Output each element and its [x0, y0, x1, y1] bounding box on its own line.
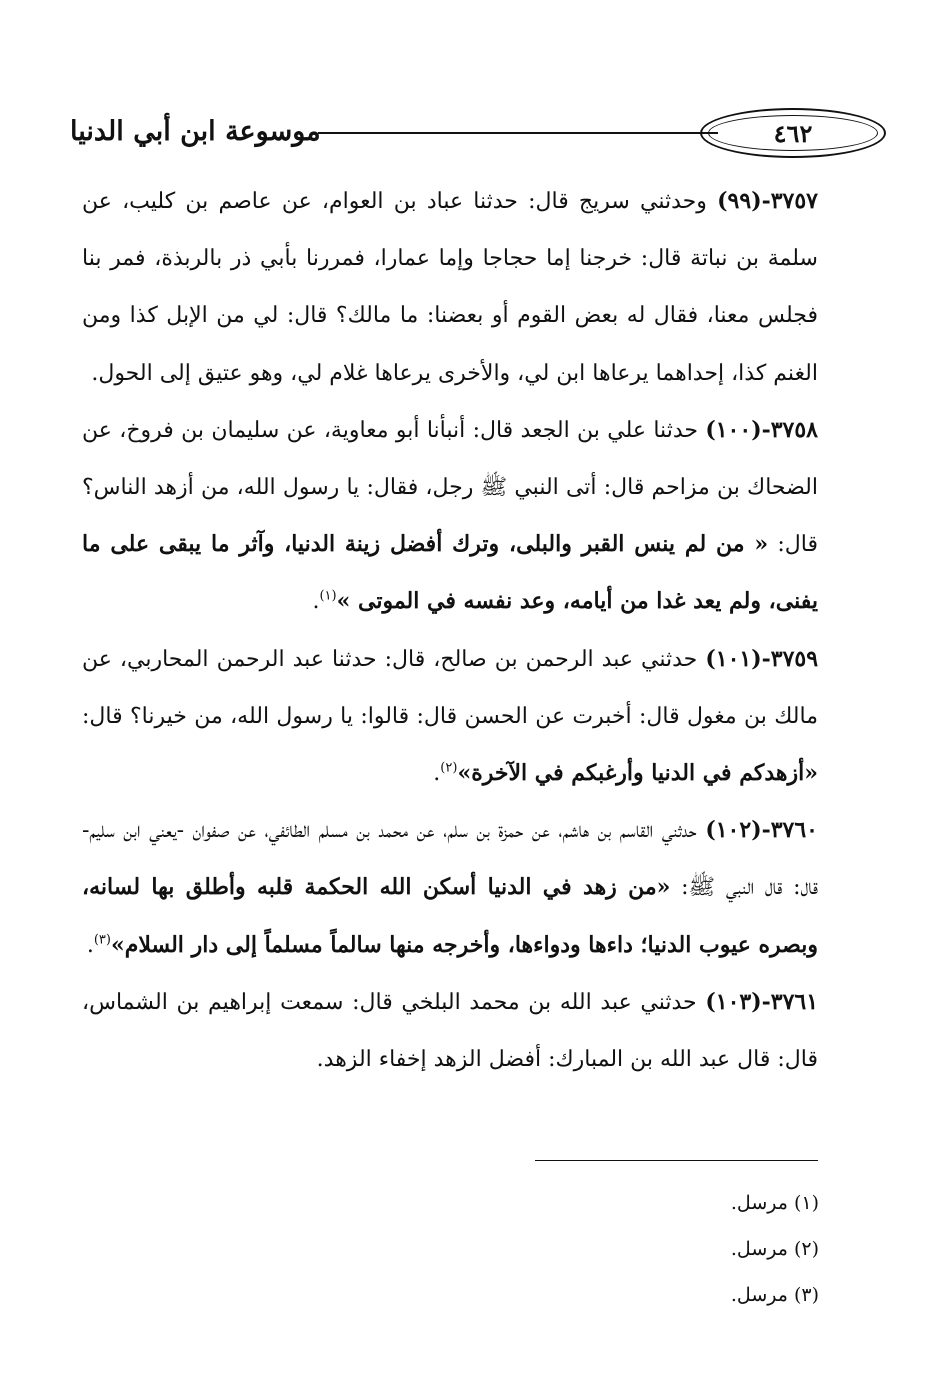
- hadith-quote: «من زهد في الدنيا أسكن الله الحكمة قلبه وأطلق بها لسانه، وبصره عيوب الدنيا؛ داءها ودواءها، وأخرجه منها سالماً مسلماً إلى دار السلام»: [82, 874, 818, 958]
- hadith-paragraph: [82, 802, 818, 974]
- hadith-paragraph: [82, 631, 818, 803]
- hadith-paragraph: [82, 402, 818, 631]
- hadith-number: ٣٧٦٠-(١٠٢): [705, 817, 818, 844]
- hadith-paragraph: [82, 974, 818, 1088]
- hadith-quote: «أزهدكم في الدنيا وأرغبكم في الآخرة»: [457, 760, 818, 787]
- header-rule: [318, 132, 718, 134]
- footnote: (٢) مرسل.: [730, 1238, 819, 1260]
- page-number-badge: [700, 108, 886, 158]
- footnote: (٣) مرسل.: [730, 1284, 819, 1306]
- hadith-text: حدثني عبد الله بن محمد البلخي قال: سمعت إبراهيم بن الشماس، قال: قال عبد الله بن المبارك: أفضل الزهد إخفاء الزهد.: [82, 989, 818, 1073]
- footnotes: [419, 1180, 819, 1318]
- hadith-paragraph: [82, 173, 818, 402]
- hadith-text: حدثنا علي بن الجعد قال: أنبأنا أبو معاوية، عن سليمان بن فروخ، عن الضحاك بن مزاحم قال: أتى النبي ﷺ رجل، فقال: يا رسول الله، من أزهد الناس؟ قال:: [82, 417, 818, 558]
- page-number-badge-inner: [708, 115, 878, 151]
- hadith-number: ٣٧٥٩-(١٠١): [705, 645, 819, 672]
- footnote-ref: (٢): [440, 760, 458, 776]
- footnote-ref: (١): [319, 589, 337, 605]
- footnote: (١) مرسل.: [730, 1192, 819, 1214]
- page-number: ٤٦٢: [773, 118, 813, 148]
- hadith-tail: .: [86, 932, 94, 958]
- hadith-text: وحدثني سريج قال: حدثنا عباد بن العوام، عن عاصم بن كليب، عن سلمة بن نباتة قال: خرجنا إما حجاجا وإما عمارا، فمررنا بأبي ذر بالربذة، فمر بنا فجلس معنا، فقال له بعض القوم أو بعضنا: ما مالك؟ قال: لي من الإبل كذا ومن الغنم كذا، إحداهما يرعاها ابن لي، والأخرى يرعاها غلام لي، وهو عتيق إلى الحول.: [82, 189, 818, 386]
- hadith-number: ٣٧٦١-(١٠٣): [705, 988, 819, 1015]
- hadith-text: حدثني عبد الرحمن بن صالح، قال: حدثنا عبد الرحمن المحاربي، عن مالك بن مغول قال: أخبرت عن الحسن قال: قالوا: يا رسول الله، من خيرنا؟ قال:: [82, 646, 818, 729]
- main-text: [82, 173, 818, 1088]
- page-header: [70, 98, 830, 170]
- hadith-number: ٣٧٥٧-(٩٩): [717, 188, 818, 214]
- footnote-divider: [535, 1160, 818, 1161]
- hadith-text: حدثني القاسم بن هاشم، عن حمزة بن سلم، عن محمد بن مسلم الطائفي، عن صفوان -يعني ابن سليم- قال: قال النبي ﷺ:: [82, 818, 819, 901]
- hadith-tail: .: [312, 589, 320, 615]
- hadith-number: ٣٧٥٨-(١٠٠): [705, 416, 818, 443]
- book-title: موسوعة ابن أبي الدنيا: [70, 116, 321, 147]
- footnote-ref: (٣): [93, 932, 111, 948]
- hadith-quote: « من لم ينس القبر والبلى، وترك أفضل زينة الدنيا، وآثر ما يبقى على ما يفنى، ولم يعد غدا من أيامه، وعد نفسه في الموتى »: [82, 531, 818, 615]
- hadith-tail: .: [433, 761, 441, 787]
